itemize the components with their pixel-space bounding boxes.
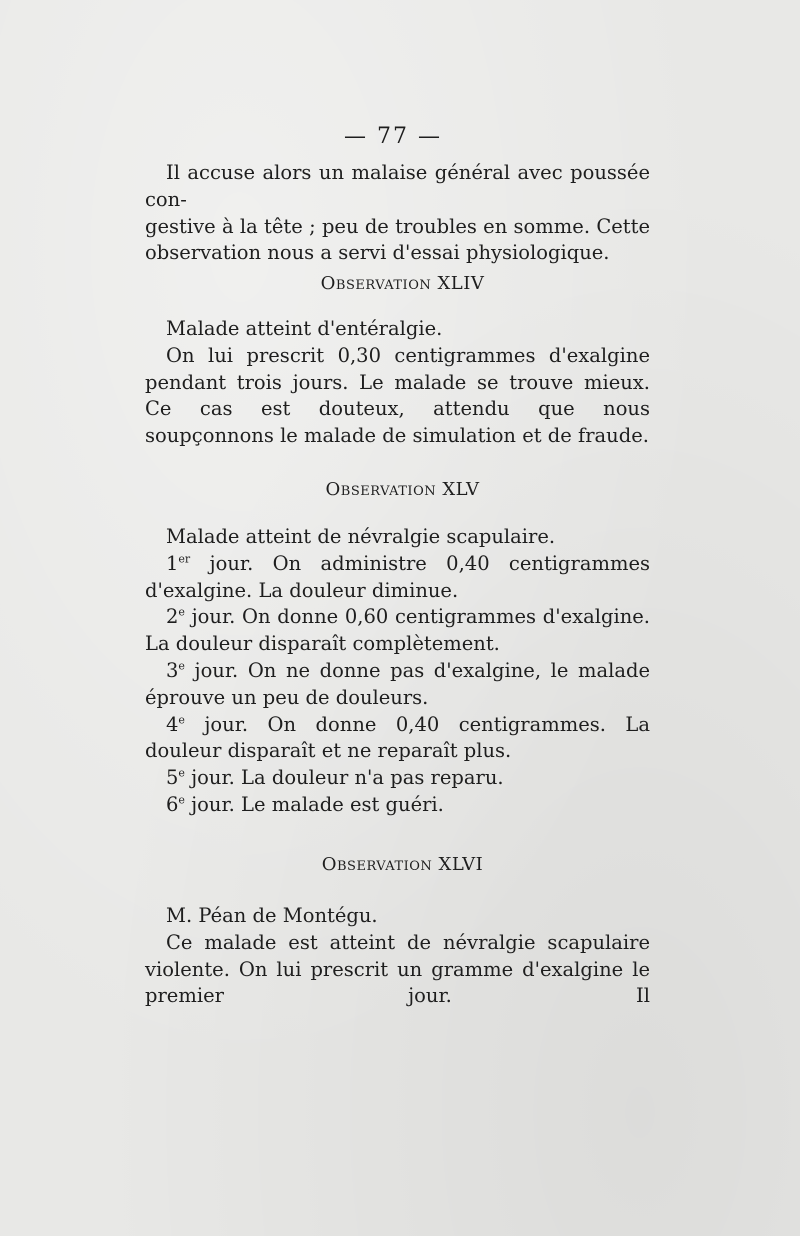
- page-number: — 77 —: [344, 124, 442, 149]
- day-text: jour. On donne 0,40 centigrammes. La douleur disparaît et ne reparaît plus.: [145, 712, 650, 763]
- day-ordinal-suffix: e: [178, 659, 185, 673]
- day-entry: [145, 551, 650, 605]
- day-entry: [145, 765, 650, 792]
- observation-46-heading: Observation XLVI: [321, 854, 484, 875]
- day-text: jour. On ne donne pas d'exalgine, le malade éprouve un peu de douleurs.: [145, 658, 650, 709]
- day-entry: [145, 792, 650, 819]
- day-entry: [145, 604, 650, 658]
- day-entry: [145, 658, 650, 712]
- day-text: jour. On administre 0,40 centigrammes d'exalgine. La douleur diminue.: [145, 551, 650, 602]
- text-line: gestive à la tête ; peu de troubles en somme. Cette: [145, 214, 650, 238]
- observation-46-body: [145, 903, 650, 1010]
- day-ordinal-suffix: e: [178, 766, 185, 780]
- day-ordinal: 1: [166, 551, 179, 575]
- text-paragraph: M. Péan de Montégu.: [166, 904, 378, 927]
- text-paragraph: Malade atteint de névralgie scapulaire.: [166, 525, 556, 548]
- day-text: jour. La douleur n'a pas reparu.: [184, 766, 504, 790]
- day-text: jour. Le malade est guéri.: [184, 792, 444, 816]
- day-ordinal: 5: [166, 766, 179, 790]
- text-line: observation nous a servi d'essai physiologique.: [145, 241, 610, 265]
- day-entry: [145, 712, 650, 766]
- day-ordinal: 4: [166, 712, 179, 736]
- text-paragraph: Malade atteint d'entéralgie.: [166, 317, 443, 340]
- day-ordinal: 2: [166, 605, 179, 629]
- day-ordinal-suffix: e: [178, 713, 185, 727]
- observation-45-body: [145, 524, 650, 819]
- text-paragraph: On lui prescrit 0,30 centigrammes d'exalgine pendant trois jours. Le malade se trouve mieux. Ce cas est douteux, attendu que nous soupçonnons le malade de simulation et de fraude.: [145, 343, 650, 448]
- observation-44-heading: Observation XLIV: [320, 273, 485, 294]
- text-paragraph: Ce malade est atteint de névralgie scapulaire violente. On lui prescrit un gramme d'exalgine le premier jour. Il: [145, 930, 650, 1008]
- day-ordinal-suffix: er: [178, 552, 191, 566]
- observation-45-heading: Observation XLV: [325, 479, 480, 500]
- observation-44-body: [145, 316, 650, 450]
- opening-paragraph: [145, 160, 650, 267]
- day-ordinal-suffix: e: [178, 793, 185, 807]
- text-line: Il accuse alors un malaise général avec poussée con-: [145, 161, 650, 211]
- day-text: jour. On donne 0,60 centigrammes d'exalgine. La douleur disparaît complètement.: [145, 605, 650, 656]
- day-ordinal: 6: [166, 792, 179, 816]
- day-ordinal-suffix: e: [178, 605, 185, 619]
- day-ordinal: 3: [166, 658, 179, 682]
